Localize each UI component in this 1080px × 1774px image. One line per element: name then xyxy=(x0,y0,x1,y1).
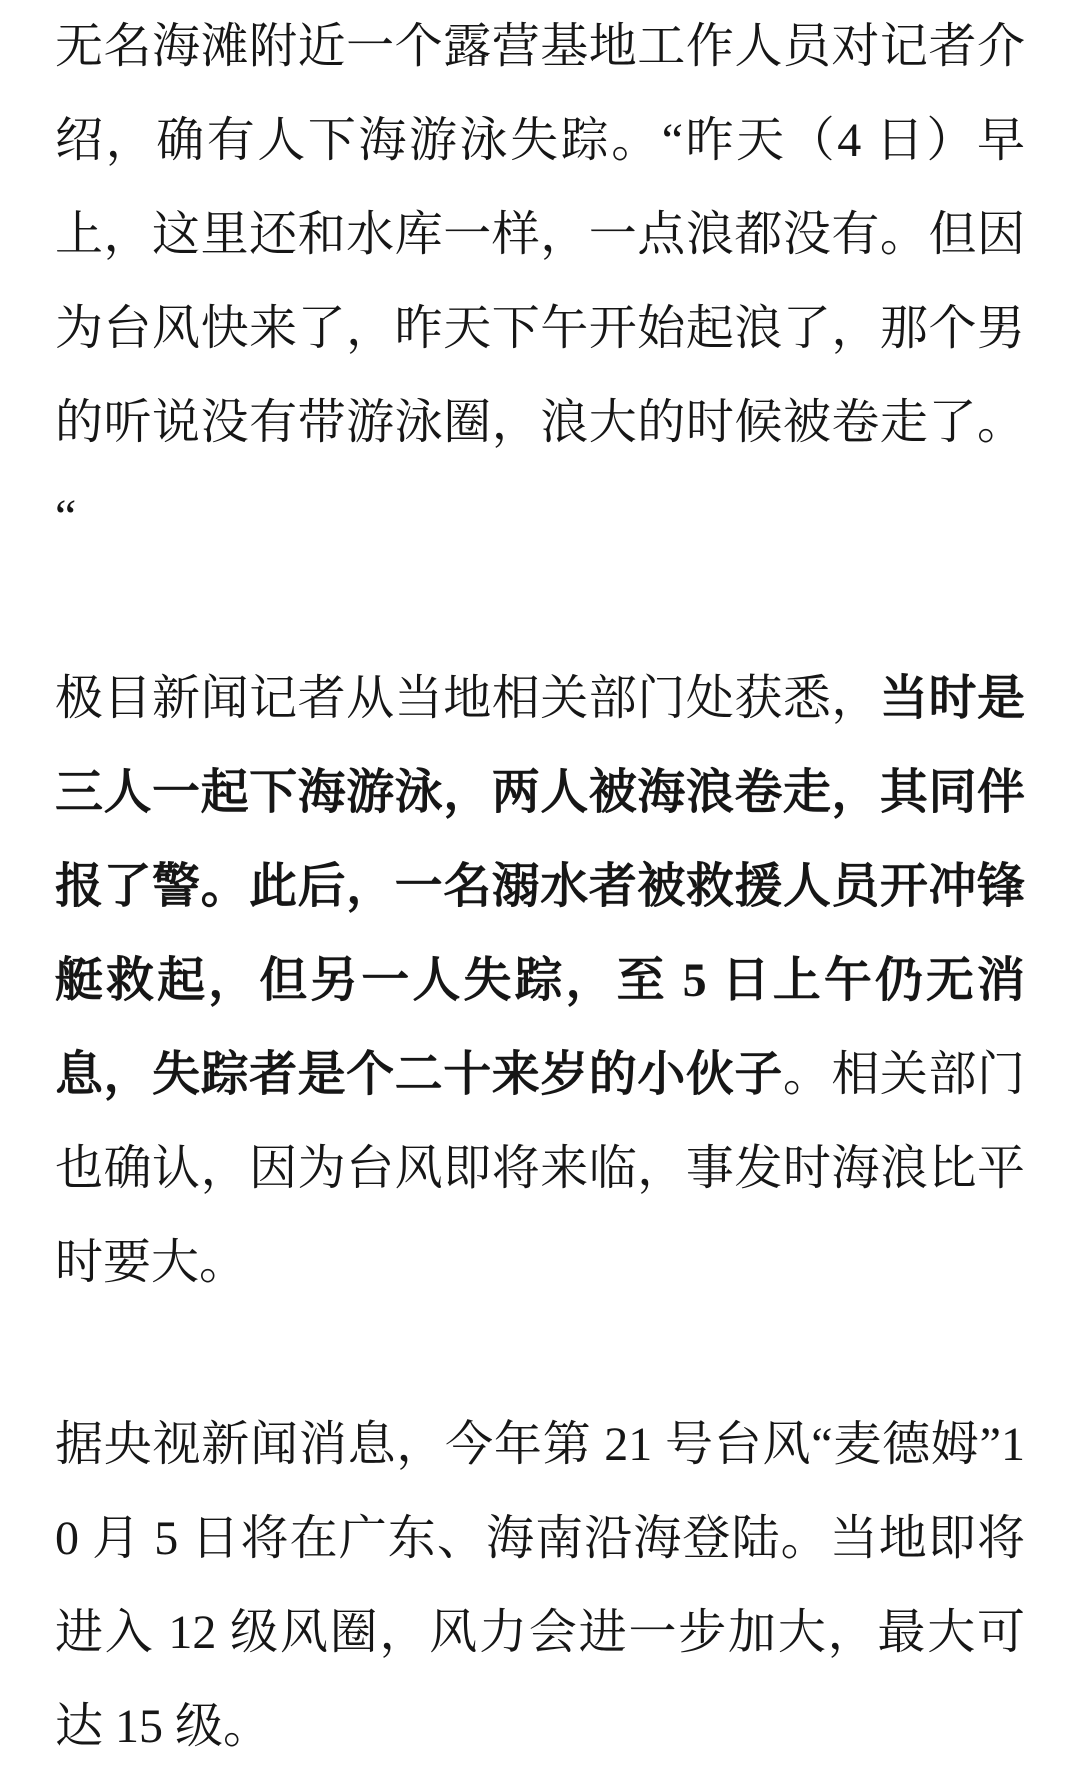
text-segment-bold: 当时是三人一起下海游泳，两人被海浪卷走，其同伴报了警。此后，一名溺水者被救援人员开冲锋艇救起，但另一人失踪，至 5 日上午仍无消息，失踪者是个二十来岁的小伙子 xyxy=(55,672,1025,1101)
paragraph-eyewitness-account xyxy=(55,0,1025,564)
text-segment: 。相关部门也确认，因为台风即将来临，事发时海浪比平时要大。 xyxy=(55,1048,1025,1289)
text-segment: 无名海滩附近一个露营基地工作人员对记者介绍，确有人下海游泳失踪。“昨天（4 日）早上，这里还和水库一样，一点浪都没有。但因为台风快来了，昨天下午开始起浪了，那个男的听说没有带游泳圈，浪大的时候被卷走了。“ xyxy=(55,20,1025,543)
paragraph-typhoon-news xyxy=(55,1398,1025,1774)
paragraph-official-confirmation xyxy=(55,652,1025,1310)
article-body xyxy=(55,0,1025,1774)
text-segment: 据央视新闻消息，今年第 21 号台风“麦德姆”10 月 5 日将在广东、海南沿海登陆。当地即将进入 12 级风圈，风力会进一步加大，最大可达 15 级。 xyxy=(55,1418,1025,1753)
text-segment: 极目新闻记者从当地相关部门处获悉， xyxy=(55,672,880,725)
